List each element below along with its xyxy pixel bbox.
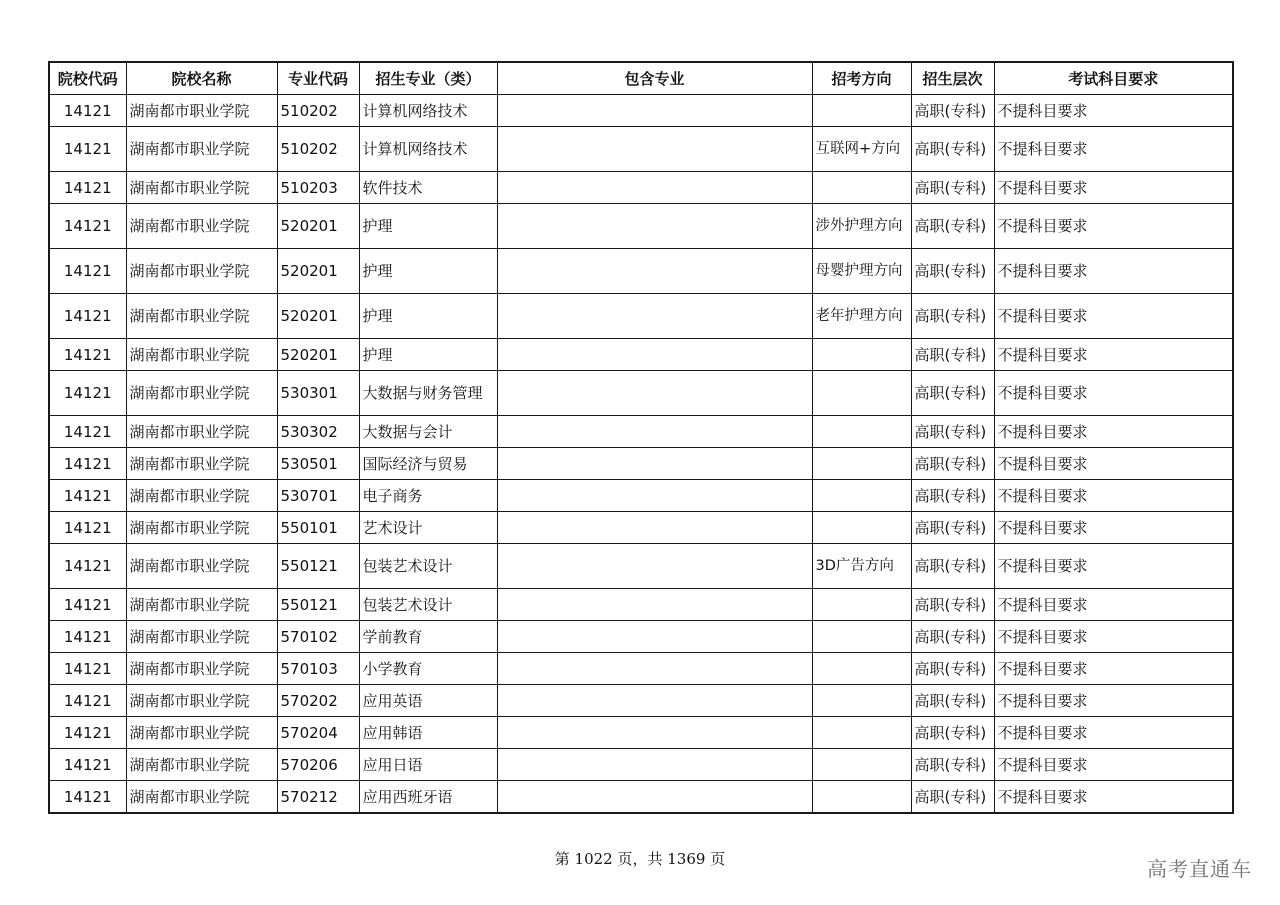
- cell-level: 高职(专科): [911, 127, 994, 172]
- table-row: [49, 512, 1233, 544]
- table-row: [49, 685, 1233, 717]
- header-direction: 招考方向: [812, 62, 911, 95]
- cell-direction: [812, 621, 911, 653]
- cell-school-name: 湖南都市职业学院: [126, 127, 277, 172]
- cell-included-majors: [497, 127, 812, 172]
- table-row: [49, 416, 1233, 448]
- cell-direction: 涉外护理方向: [812, 204, 911, 249]
- table-row: [49, 589, 1233, 621]
- cell-major-code: 520201: [277, 339, 359, 371]
- table-row: [49, 480, 1233, 512]
- cell-included-majors: [497, 781, 812, 814]
- cell-requirement: 不提科目要求: [994, 249, 1233, 294]
- cell-major-code: 530301: [277, 371, 359, 416]
- cell-included-majors: [497, 621, 812, 653]
- cell-major-code: 550121: [277, 544, 359, 589]
- cell-major-code: 520201: [277, 204, 359, 249]
- cell-level: 高职(专科): [911, 589, 994, 621]
- cell-direction: [812, 339, 911, 371]
- cell-school-code: 14121: [49, 749, 126, 781]
- cell-level: 高职(专科): [911, 621, 994, 653]
- cell-level: 高职(专科): [911, 781, 994, 814]
- cell-school-code: 14121: [49, 416, 126, 448]
- cell-major-code: 570204: [277, 717, 359, 749]
- cell-requirement: 不提科目要求: [994, 294, 1233, 339]
- header-major-name: 招生专业（类）: [359, 62, 497, 95]
- cell-direction: [812, 95, 911, 127]
- cell-school-code: 14121: [49, 781, 126, 814]
- cell-school-code: 14121: [49, 544, 126, 589]
- cell-direction: [812, 416, 911, 448]
- cell-school-code: 14121: [49, 653, 126, 685]
- cell-school-code: 14121: [49, 717, 126, 749]
- cell-major-name: 艺术设计: [359, 512, 497, 544]
- cell-major-code: 510202: [277, 95, 359, 127]
- page-number: 第 1022 页，共 1369 页: [554, 850, 726, 868]
- cell-major-code: 550121: [277, 589, 359, 621]
- cell-school-name: 湖南都市职业学院: [126, 544, 277, 589]
- cell-requirement: 不提科目要求: [994, 781, 1233, 814]
- table-row: [49, 95, 1233, 127]
- cell-school-code: 14121: [49, 339, 126, 371]
- table-row: [49, 127, 1233, 172]
- cell-included-majors: [497, 172, 812, 204]
- cell-requirement: 不提科目要求: [994, 480, 1233, 512]
- cell-school-name: 湖南都市职业学院: [126, 339, 277, 371]
- cell-requirement: 不提科目要求: [994, 653, 1233, 685]
- cell-requirement: 不提科目要求: [994, 371, 1233, 416]
- cell-direction: [812, 589, 911, 621]
- cell-level: 高职(专科): [911, 512, 994, 544]
- cell-school-name: 湖南都市职业学院: [126, 749, 277, 781]
- table-row: [49, 717, 1233, 749]
- cell-major-name: 应用西班牙语: [359, 781, 497, 814]
- cell-requirement: 不提科目要求: [994, 749, 1233, 781]
- cell-school-code: 14121: [49, 480, 126, 512]
- cell-school-name: 湖南都市职业学院: [126, 249, 277, 294]
- table-row: [49, 544, 1233, 589]
- table-row: [49, 749, 1233, 781]
- cell-major-name: 计算机网络技术: [359, 127, 497, 172]
- cell-school-name: 湖南都市职业学院: [126, 480, 277, 512]
- cell-direction: [812, 172, 911, 204]
- cell-included-majors: [497, 589, 812, 621]
- cell-included-majors: [497, 416, 812, 448]
- cell-major-code: 570102: [277, 621, 359, 653]
- table-row: [49, 339, 1233, 371]
- cell-major-name: 护理: [359, 339, 497, 371]
- table-row: [49, 204, 1233, 249]
- cell-major-code: 530701: [277, 480, 359, 512]
- cell-level: 高职(专科): [911, 371, 994, 416]
- cell-direction: 3D广告方向: [812, 544, 911, 589]
- cell-direction: [812, 781, 911, 814]
- cell-school-code: 14121: [49, 204, 126, 249]
- cell-requirement: 不提科目要求: [994, 621, 1233, 653]
- cell-included-majors: [497, 653, 812, 685]
- cell-major-code: 510202: [277, 127, 359, 172]
- table-row: [49, 448, 1233, 480]
- cell-requirement: 不提科目要求: [994, 172, 1233, 204]
- cell-major-code: 570103: [277, 653, 359, 685]
- cell-school-name: 湖南都市职业学院: [126, 717, 277, 749]
- cell-included-majors: [497, 685, 812, 717]
- cell-direction: [812, 371, 911, 416]
- cell-school-name: 湖南都市职业学院: [126, 448, 277, 480]
- cell-included-majors: [497, 294, 812, 339]
- cell-included-majors: [497, 371, 812, 416]
- cell-level: 高职(专科): [911, 294, 994, 339]
- cell-school-code: 14121: [49, 621, 126, 653]
- cell-direction: 老年护理方向: [812, 294, 911, 339]
- cell-included-majors: [497, 717, 812, 749]
- cell-level: 高职(专科): [911, 544, 994, 589]
- cell-included-majors: [497, 512, 812, 544]
- cell-level: 高职(专科): [911, 480, 994, 512]
- cell-major-name: 应用日语: [359, 749, 497, 781]
- cell-major-name: 软件技术: [359, 172, 497, 204]
- cell-level: 高职(专科): [911, 339, 994, 371]
- cell-included-majors: [497, 95, 812, 127]
- cell-major-name: 计算机网络技术: [359, 95, 497, 127]
- cell-level: 高职(专科): [911, 448, 994, 480]
- cell-major-name: 护理: [359, 294, 497, 339]
- cell-major-name: 包装艺术设计: [359, 589, 497, 621]
- cell-requirement: 不提科目要求: [994, 95, 1233, 127]
- cell-level: 高职(专科): [911, 416, 994, 448]
- cell-requirement: 不提科目要求: [994, 512, 1233, 544]
- cell-major-code: 570202: [277, 685, 359, 717]
- cell-level: 高职(专科): [911, 749, 994, 781]
- cell-major-name: 大数据与会计: [359, 416, 497, 448]
- cell-school-code: 14121: [49, 95, 126, 127]
- cell-requirement: 不提科目要求: [994, 717, 1233, 749]
- cell-major-name: 应用韩语: [359, 717, 497, 749]
- header-school-code: 院校代码: [49, 62, 126, 95]
- cell-school-name: 湖南都市职业学院: [126, 512, 277, 544]
- cell-school-name: 湖南都市职业学院: [126, 172, 277, 204]
- cell-school-name: 湖南都市职业学院: [126, 294, 277, 339]
- cell-major-name: 包装艺术设计: [359, 544, 497, 589]
- cell-school-name: 湖南都市职业学院: [126, 621, 277, 653]
- cell-direction: [812, 749, 911, 781]
- cell-level: 高职(专科): [911, 685, 994, 717]
- cell-level: 高职(专科): [911, 249, 994, 294]
- cell-level: 高职(专科): [911, 204, 994, 249]
- cell-school-name: 湖南都市职业学院: [126, 781, 277, 814]
- table-body: [49, 95, 1233, 814]
- cell-major-name: 小学教育: [359, 653, 497, 685]
- cell-major-name: 应用英语: [359, 685, 497, 717]
- cell-requirement: 不提科目要求: [994, 544, 1233, 589]
- table-row: [49, 621, 1233, 653]
- watermark-text: 高考直通车: [1147, 857, 1252, 881]
- cell-direction: [812, 512, 911, 544]
- cell-school-code: 14121: [49, 589, 126, 621]
- table-row: [49, 249, 1233, 294]
- cell-school-name: 湖南都市职业学院: [126, 685, 277, 717]
- cell-major-name: 护理: [359, 249, 497, 294]
- cell-major-name: 大数据与财务管理: [359, 371, 497, 416]
- cell-major-code: 520201: [277, 249, 359, 294]
- cell-direction: 母婴护理方向: [812, 249, 911, 294]
- cell-direction: [812, 448, 911, 480]
- cell-major-code: 570212: [277, 781, 359, 814]
- cell-school-name: 湖南都市职业学院: [126, 371, 277, 416]
- cell-level: 高职(专科): [911, 717, 994, 749]
- header-requirement: 考试科目要求: [994, 62, 1233, 95]
- cell-major-name: 学前教育: [359, 621, 497, 653]
- cell-school-code: 14121: [49, 294, 126, 339]
- cell-direction: [812, 685, 911, 717]
- cell-requirement: 不提科目要求: [994, 416, 1233, 448]
- admissions-table: [48, 61, 1234, 814]
- cell-requirement: 不提科目要求: [994, 448, 1233, 480]
- cell-included-majors: [497, 448, 812, 480]
- cell-level: 高职(专科): [911, 172, 994, 204]
- cell-school-name: 湖南都市职业学院: [126, 589, 277, 621]
- cell-major-code: 520201: [277, 294, 359, 339]
- cell-major-name: 护理: [359, 204, 497, 249]
- table-header-row: [49, 62, 1233, 95]
- cell-direction: [812, 653, 911, 685]
- cell-included-majors: [497, 339, 812, 371]
- cell-direction: [812, 480, 911, 512]
- cell-major-name: 电子商务: [359, 480, 497, 512]
- cell-school-name: 湖南都市职业学院: [126, 204, 277, 249]
- cell-major-code: 530501: [277, 448, 359, 480]
- header-major-code: 专业代码: [277, 62, 359, 95]
- table-row: [49, 653, 1233, 685]
- cell-direction: [812, 717, 911, 749]
- cell-school-code: 14121: [49, 448, 126, 480]
- cell-requirement: 不提科目要求: [994, 339, 1233, 371]
- header-included-majors: 包含专业: [497, 62, 812, 95]
- header-school-name: 院校名称: [126, 62, 277, 95]
- cell-school-code: 14121: [49, 512, 126, 544]
- cell-requirement: 不提科目要求: [994, 127, 1233, 172]
- cell-included-majors: [497, 544, 812, 589]
- cell-major-name: 国际经济与贸易: [359, 448, 497, 480]
- table-row: [49, 371, 1233, 416]
- cell-included-majors: [497, 480, 812, 512]
- cell-included-majors: [497, 204, 812, 249]
- cell-included-majors: [497, 249, 812, 294]
- cell-level: 高职(专科): [911, 95, 994, 127]
- header-level: 招生层次: [911, 62, 994, 95]
- cell-major-code: 530302: [277, 416, 359, 448]
- table-row: [49, 172, 1233, 204]
- cell-requirement: 不提科目要求: [994, 589, 1233, 621]
- cell-school-code: 14121: [49, 685, 126, 717]
- cell-major-code: 570206: [277, 749, 359, 781]
- cell-included-majors: [497, 749, 812, 781]
- table-row: [49, 294, 1233, 339]
- table-row: [49, 781, 1233, 814]
- cell-direction: 互联网+方向: [812, 127, 911, 172]
- cell-requirement: 不提科目要求: [994, 204, 1233, 249]
- cell-school-name: 湖南都市职业学院: [126, 95, 277, 127]
- cell-school-code: 14121: [49, 249, 126, 294]
- cell-major-code: 550101: [277, 512, 359, 544]
- cell-requirement: 不提科目要求: [994, 685, 1233, 717]
- cell-school-code: 14121: [49, 127, 126, 172]
- cell-school-code: 14121: [49, 371, 126, 416]
- cell-level: 高职(专科): [911, 653, 994, 685]
- cell-major-code: 510203: [277, 172, 359, 204]
- cell-school-name: 湖南都市职业学院: [126, 653, 277, 685]
- cell-school-name: 湖南都市职业学院: [126, 416, 277, 448]
- cell-school-code: 14121: [49, 172, 126, 204]
